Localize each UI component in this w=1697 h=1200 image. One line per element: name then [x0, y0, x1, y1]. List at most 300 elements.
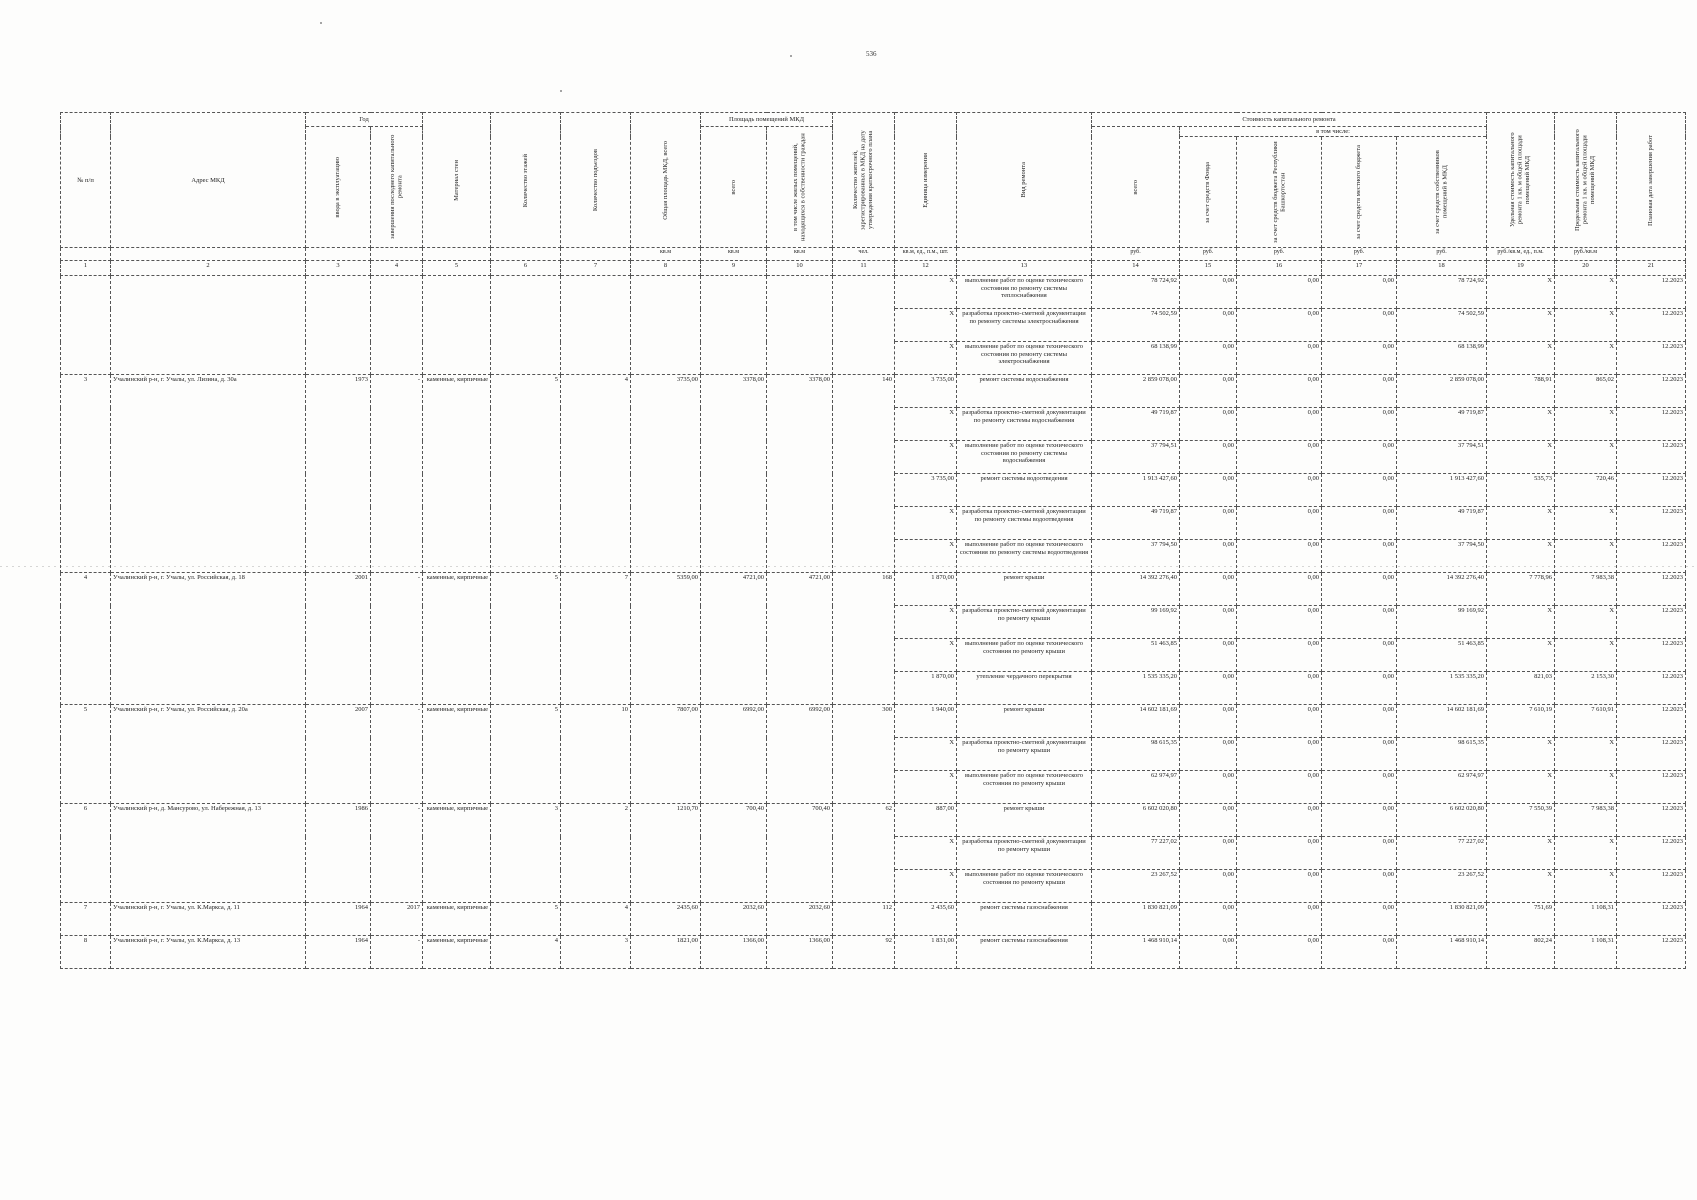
work-quantity: 3 735,00: [895, 474, 957, 507]
col-material-header: Материал стен: [423, 113, 491, 248]
unit-cell: руб.: [1092, 248, 1180, 261]
limit-cost: X: [1555, 639, 1617, 672]
unit-cost: 7 778,96: [1487, 573, 1555, 606]
work-type: выполнение работ по оценке технического состояния по ремонту крыши: [957, 870, 1092, 903]
col-total-area-header: Общая площадь МКД, всего: [631, 113, 701, 248]
unit-cost: 751,69: [1487, 903, 1555, 936]
cost-owners: 37 794,50: [1397, 540, 1487, 573]
work-quantity: 1 831,00: [895, 936, 957, 969]
work-type: ремонт крыши: [957, 705, 1092, 738]
cost-local: 0,00: [1322, 408, 1397, 441]
floors-count: 5: [491, 903, 561, 936]
cost-total: 23 267,52: [1092, 870, 1180, 903]
cost-fund: 0,00: [1180, 474, 1237, 507]
column-number-cell: 9: [701, 261, 767, 276]
cost-fund: 0,00: [1180, 672, 1237, 705]
entrances-count: 7: [561, 573, 631, 705]
entrances-count: 3: [561, 936, 631, 969]
area-premises: 4721,00: [701, 573, 767, 705]
cost-fund: 0,00: [1180, 540, 1237, 573]
year-repair: 2017: [371, 903, 423, 936]
column-number-cell: 16: [1237, 261, 1322, 276]
unit-cost: X: [1487, 837, 1555, 870]
cost-fund: 0,00: [1180, 936, 1237, 969]
table-row: [61, 573, 1686, 606]
cost-total: 49 719,87: [1092, 408, 1180, 441]
col-including-header: в том числе:: [1180, 127, 1487, 137]
work-type: разработка проектно-сметной документации по ремонту крыши: [957, 606, 1092, 639]
area-premises: 700,40: [701, 804, 767, 903]
work-type: ремонт системы водоснабжения: [957, 375, 1092, 408]
work-quantity: 1 870,00: [895, 672, 957, 705]
cost-local: 0,00: [1322, 276, 1397, 309]
entrances-count: 4: [561, 903, 631, 936]
cost-total: 6 602 020,80: [1092, 804, 1180, 837]
table-row: [61, 903, 1686, 936]
area-residential: [767, 276, 833, 375]
work-type: выполнение работ по оценке технического состояния по ремонту крыши: [957, 639, 1092, 672]
column-number-cell: 15: [1180, 261, 1237, 276]
column-number-cell: 8: [631, 261, 701, 276]
residents-count: 62: [833, 804, 895, 903]
cost-owners: 14 392 276,40: [1397, 573, 1487, 606]
unit-cell: кв.м, ед., п.м., шт.: [895, 248, 957, 261]
work-type: выполнение работ по оценке технического состояния по ремонту крыши: [957, 771, 1092, 804]
column-number-cell: 12: [895, 261, 957, 276]
col-unit-header: Единица измерения: [895, 113, 957, 248]
cost-republic: 0,00: [1237, 375, 1322, 408]
area-premises: 6992,00: [701, 705, 767, 804]
area-residential: 4721,00: [767, 573, 833, 705]
table-row: [61, 276, 1686, 309]
building-number: 4: [61, 573, 111, 705]
cost-local: 0,00: [1322, 540, 1397, 573]
cost-total: 37 794,51: [1092, 441, 1180, 474]
cost-republic: 0,00: [1237, 507, 1322, 540]
area-residential: 6992,00: [767, 705, 833, 804]
work-quantity: X: [895, 507, 957, 540]
limit-cost: X: [1555, 441, 1617, 474]
column-number-cell: 5: [423, 261, 491, 276]
table-row: [61, 705, 1686, 738]
scan-speck: [320, 22, 322, 24]
residents-count: 92: [833, 936, 895, 969]
limit-cost: 7 610,91: [1555, 705, 1617, 738]
cost-local: 0,00: [1322, 474, 1397, 507]
cost-local: 0,00: [1322, 375, 1397, 408]
cost-fund: 0,00: [1180, 870, 1237, 903]
building-address: Учалинский р-н, д. Мансурово, ул. Набережная, д. 13: [111, 804, 306, 903]
cost-local: 0,00: [1322, 936, 1397, 969]
deadline-date: 12.2023: [1617, 837, 1686, 870]
entrances-count: 10: [561, 705, 631, 804]
cost-owners: 51 463,85: [1397, 639, 1487, 672]
work-type: выполнение работ по оценке технического состояния по ремонту системы теплоснабжения: [957, 276, 1092, 309]
work-quantity: 2 435,60: [895, 903, 957, 936]
limit-cost: X: [1555, 309, 1617, 342]
year-repair: -: [371, 804, 423, 903]
cost-republic: 0,00: [1237, 309, 1322, 342]
unit-cost: 7 610,19: [1487, 705, 1555, 738]
area-premises: 1366,00: [701, 936, 767, 969]
unit-cell: [1617, 248, 1686, 261]
col-year-group-header: Год: [306, 113, 423, 127]
cost-republic: 0,00: [1237, 573, 1322, 606]
unit-cost: X: [1487, 276, 1555, 309]
building-number: 3: [61, 375, 111, 573]
area-total: 5359,00: [631, 573, 701, 705]
cost-total: 98 615,35: [1092, 738, 1180, 771]
unit-cell: руб.: [1180, 248, 1237, 261]
column-number-cell: 17: [1322, 261, 1397, 276]
unit-cell: [561, 248, 631, 261]
cost-owners: 1 830 821,09: [1397, 903, 1487, 936]
units-row: [61, 248, 1686, 261]
cost-fund: 0,00: [1180, 639, 1237, 672]
limit-cost: X: [1555, 507, 1617, 540]
limit-cost: X: [1555, 738, 1617, 771]
cost-total: 37 794,50: [1092, 540, 1180, 573]
cost-fund: 0,00: [1180, 738, 1237, 771]
cost-total: 14 602 181,69: [1092, 705, 1180, 738]
building-address: Учалинский р-н, г. Учалы, ул. Российская, д. 18: [111, 573, 306, 705]
col-premises-group-header: Площадь помещений МКД: [701, 113, 833, 127]
residents-count: [833, 276, 895, 375]
cost-republic: 0,00: [1237, 342, 1322, 375]
cost-fund: 0,00: [1180, 903, 1237, 936]
cost-republic: 0,00: [1237, 672, 1322, 705]
wall-material: каменные, кирпичные: [423, 903, 491, 936]
column-number-cell: 21: [1617, 261, 1686, 276]
cost-owners: 1 535 335,20: [1397, 672, 1487, 705]
entrances-count: [561, 276, 631, 375]
col-premises-total-header: всего: [701, 127, 767, 248]
col-limit-cost-header: Предельная стоимость капитального ремонта 1 кв. м общей площади помещений МКД: [1555, 113, 1617, 248]
floors-count: 4: [491, 936, 561, 969]
column-number-cell: 20: [1555, 261, 1617, 276]
cost-fund: 0,00: [1180, 309, 1237, 342]
unit-cost: X: [1487, 639, 1555, 672]
unit-cost: X: [1487, 870, 1555, 903]
deadline-date: 12.2023: [1617, 276, 1686, 309]
cost-owners: 49 719,87: [1397, 507, 1487, 540]
cost-owners: 74 502,59: [1397, 309, 1487, 342]
limit-cost: 720,46: [1555, 474, 1617, 507]
table-row: [61, 936, 1686, 969]
unit-cell: руб./кв.м, ед., п.м.: [1487, 248, 1555, 261]
wall-material: [423, 276, 491, 375]
work-quantity: X: [895, 342, 957, 375]
work-quantity: 1 870,00: [895, 573, 957, 606]
work-quantity: X: [895, 408, 957, 441]
unit-cell: руб.: [1322, 248, 1397, 261]
col-cost-owners-header: за счет средств собственников помещений в МКД: [1397, 137, 1487, 248]
limit-cost: X: [1555, 606, 1617, 639]
work-quantity: X: [895, 870, 957, 903]
col-work-type-header: Вид ремонта: [957, 113, 1092, 248]
unit-cost: X: [1487, 771, 1555, 804]
cost-fund: 0,00: [1180, 276, 1237, 309]
deadline-date: 12.2023: [1617, 507, 1686, 540]
cost-total: 49 719,87: [1092, 507, 1180, 540]
work-type: ремонт крыши: [957, 573, 1092, 606]
cost-owners: 1 913 427,60: [1397, 474, 1487, 507]
cost-local: 0,00: [1322, 639, 1397, 672]
cost-local: 0,00: [1322, 672, 1397, 705]
cost-owners: 78 724,92: [1397, 276, 1487, 309]
cost-owners: 62 974,97: [1397, 771, 1487, 804]
column-number-cell: 19: [1487, 261, 1555, 276]
cost-republic: 0,00: [1237, 408, 1322, 441]
limit-cost: X: [1555, 342, 1617, 375]
area-total: 1821,00: [631, 936, 701, 969]
cost-local: 0,00: [1322, 309, 1397, 342]
deadline-date: 12.2023: [1617, 936, 1686, 969]
col-unit-cost-header: Удельная стоимость капитального ремонта 1 кв. м общей площади помещений МКД: [1487, 113, 1555, 248]
column-number-cell: 13: [957, 261, 1092, 276]
unit-cost: X: [1487, 507, 1555, 540]
col-residents-header: Количество жителей, зарегистрированных в МКД на дату утверждения краткосрочного плана: [833, 113, 895, 248]
work-quantity: 887,00: [895, 804, 957, 837]
building-address: Учалинский р-н, г. Учалы, ул. Российская, д. 20а: [111, 705, 306, 804]
work-quantity: X: [895, 771, 957, 804]
year-repair: -: [371, 705, 423, 804]
cost-local: 0,00: [1322, 606, 1397, 639]
deadline-date: 12.2023: [1617, 672, 1686, 705]
limit-cost: X: [1555, 837, 1617, 870]
residents-count: 300: [833, 705, 895, 804]
area-premises: [701, 276, 767, 375]
work-quantity: X: [895, 441, 957, 474]
area-total: 1210,70: [631, 804, 701, 903]
register-sheet: [60, 112, 1685, 969]
year-repair: -: [371, 936, 423, 969]
cost-total: 1 535 335,20: [1092, 672, 1180, 705]
year-built: 1964: [306, 903, 371, 936]
unit-cell: [491, 248, 561, 261]
col-cost-local-header: за счет средств местного бюджета: [1322, 137, 1397, 248]
year-built: 2001: [306, 573, 371, 705]
limit-cost: X: [1555, 771, 1617, 804]
table-row: [61, 804, 1686, 837]
work-quantity: X: [895, 276, 957, 309]
work-type: разработка проектно-сметной документации по ремонту крыши: [957, 738, 1092, 771]
cost-owners: 68 138,99: [1397, 342, 1487, 375]
cost-local: 0,00: [1322, 573, 1397, 606]
area-residential: 2032,60: [767, 903, 833, 936]
area-residential: 3378,00: [767, 375, 833, 573]
work-type: утепление чердачного перекрытия: [957, 672, 1092, 705]
column-number-cell: 1: [61, 261, 111, 276]
cost-total: 1 468 910,14: [1092, 936, 1180, 969]
cost-total: 62 974,97: [1092, 771, 1180, 804]
work-quantity: X: [895, 606, 957, 639]
cost-local: 0,00: [1322, 507, 1397, 540]
deadline-date: 12.2023: [1617, 474, 1686, 507]
deadline-date: 12.2023: [1617, 441, 1686, 474]
unit-cell: [111, 248, 306, 261]
deadline-date: 12.2023: [1617, 639, 1686, 672]
unit-cell: кв.м: [767, 248, 833, 261]
work-type: выполнение работ по оценке технического состояния по ремонту системы водоснабжения: [957, 441, 1092, 474]
year-built: 1986: [306, 804, 371, 903]
floors-count: 5: [491, 705, 561, 804]
work-type: выполнение работ по оценке технического состояния по ремонту системы водоотведения: [957, 540, 1092, 573]
area-total: [631, 276, 701, 375]
unit-cell: [371, 248, 423, 261]
cost-local: 0,00: [1322, 903, 1397, 936]
cost-local: 0,00: [1322, 870, 1397, 903]
cost-owners: 37 794,51: [1397, 441, 1487, 474]
limit-cost: 7 983,38: [1555, 573, 1617, 606]
deadline-date: 12.2023: [1617, 903, 1686, 936]
cost-fund: 0,00: [1180, 606, 1237, 639]
column-number-cell: 2: [111, 261, 306, 276]
area-total: 7807,00: [631, 705, 701, 804]
limit-cost: 1 108,31: [1555, 903, 1617, 936]
building-number: [61, 276, 111, 375]
cost-fund: 0,00: [1180, 408, 1237, 441]
wall-material: каменные, кирпичные: [423, 705, 491, 804]
cost-total: 68 138,99: [1092, 342, 1180, 375]
work-type: разработка проектно-сметной документации по ремонту системы водоотведения: [957, 507, 1092, 540]
col-cost-republic-header: за счет средств бюджета Республики Башкортостан: [1237, 137, 1322, 248]
cost-fund: 0,00: [1180, 705, 1237, 738]
cost-fund: 0,00: [1180, 507, 1237, 540]
unit-cost: 788,91: [1487, 375, 1555, 408]
year-repair: -: [371, 375, 423, 573]
unit-cell: [423, 248, 491, 261]
building-address: Учалинский р-н, г. Учалы, ул. Лизина, д. 30а: [111, 375, 306, 573]
cost-total: 14 392 276,40: [1092, 573, 1180, 606]
cost-fund: 0,00: [1180, 342, 1237, 375]
area-total: 3735,00: [631, 375, 701, 573]
wall-material: каменные, кирпичные: [423, 375, 491, 573]
wall-material: каменные, кирпичные: [423, 804, 491, 903]
cost-total: 78 724,92: [1092, 276, 1180, 309]
cost-local: 0,00: [1322, 804, 1397, 837]
residents-count: 140: [833, 375, 895, 573]
wall-material: каменные, кирпичные: [423, 573, 491, 705]
table-row: [61, 375, 1686, 408]
limit-cost: 865,02: [1555, 375, 1617, 408]
unit-cell: руб.: [1397, 248, 1487, 261]
cost-republic: 0,00: [1237, 540, 1322, 573]
unit-cost: 802,24: [1487, 936, 1555, 969]
cost-republic: 0,00: [1237, 705, 1322, 738]
deadline-date: 12.2023: [1617, 705, 1686, 738]
cost-owners: 77 227,02: [1397, 837, 1487, 870]
work-quantity: X: [895, 738, 957, 771]
cost-republic: 0,00: [1237, 441, 1322, 474]
deadline-date: 12.2023: [1617, 804, 1686, 837]
cost-total: 1 830 821,09: [1092, 903, 1180, 936]
cost-fund: 0,00: [1180, 441, 1237, 474]
year-built: [306, 276, 371, 375]
col-address-header: Адрес МКД: [111, 113, 306, 248]
cost-total: 77 227,02: [1092, 837, 1180, 870]
column-number-cell: 7: [561, 261, 631, 276]
limit-cost: 7 983,38: [1555, 804, 1617, 837]
cost-local: 0,00: [1322, 771, 1397, 804]
column-number-cell: 3: [306, 261, 371, 276]
unit-cost: X: [1487, 738, 1555, 771]
floors-count: 5: [491, 573, 561, 705]
cost-owners: 1 468 910,14: [1397, 936, 1487, 969]
cost-local: 0,00: [1322, 738, 1397, 771]
register-body: [61, 276, 1686, 969]
cost-republic: 0,00: [1237, 639, 1322, 672]
col-cost-total-header: всего: [1092, 127, 1180, 248]
cost-owners: 23 267,52: [1397, 870, 1487, 903]
work-type: ремонт системы газоснабжения: [957, 936, 1092, 969]
building-number: 5: [61, 705, 111, 804]
area-premises: 3378,00: [701, 375, 767, 573]
work-type: ремонт системы газоснабжения: [957, 903, 1092, 936]
cost-republic: 0,00: [1237, 606, 1322, 639]
col-floors-header: Количество этажей: [491, 113, 561, 248]
col-entrances-header: Количество подъездов: [561, 113, 631, 248]
cost-republic: 0,00: [1237, 903, 1322, 936]
unit-cell: [957, 248, 1092, 261]
deadline-date: 12.2023: [1617, 771, 1686, 804]
year-repair: [371, 276, 423, 375]
unit-cell: руб./кв.м: [1555, 248, 1617, 261]
area-residential: 700,40: [767, 804, 833, 903]
work-quantity: X: [895, 540, 957, 573]
cost-republic: 0,00: [1237, 804, 1322, 837]
work-quantity: X: [895, 837, 957, 870]
cost-fund: 0,00: [1180, 573, 1237, 606]
deadline-date: 12.2023: [1617, 606, 1686, 639]
work-type: ремонт крыши: [957, 804, 1092, 837]
limit-cost: 2 153,30: [1555, 672, 1617, 705]
work-quantity: X: [895, 309, 957, 342]
deadline-date: 12.2023: [1617, 738, 1686, 771]
cost-local: 0,00: [1322, 705, 1397, 738]
work-quantity: 3 735,00: [895, 375, 957, 408]
cost-total: 1 913 427,60: [1092, 474, 1180, 507]
cost-fund: 0,00: [1180, 771, 1237, 804]
cost-local: 0,00: [1322, 441, 1397, 474]
unit-cell: [61, 248, 111, 261]
work-type: разработка проектно-сметной документации по ремонту крыши: [957, 837, 1092, 870]
unit-cell: кв.м: [631, 248, 701, 261]
cost-republic: 0,00: [1237, 738, 1322, 771]
cost-owners: 2 859 078,00: [1397, 375, 1487, 408]
work-type: ремонт системы водоотведения: [957, 474, 1092, 507]
unit-cell: кв.м: [701, 248, 767, 261]
cost-fund: 0,00: [1180, 375, 1237, 408]
col-year-repair-header: завершения последнего капитального ремонта: [371, 127, 423, 248]
col-deadline-header: Плановая дата завершения работ: [1617, 113, 1686, 248]
residents-count: 168: [833, 573, 895, 705]
cost-owners: 98 615,35: [1397, 738, 1487, 771]
deadline-date: 12.2023: [1617, 408, 1686, 441]
unit-cost: X: [1487, 309, 1555, 342]
unit-cost: 7 550,39: [1487, 804, 1555, 837]
limit-cost: X: [1555, 276, 1617, 309]
wall-material: каменные, кирпичные: [423, 936, 491, 969]
unit-cost: 821,03: [1487, 672, 1555, 705]
cost-republic: 0,00: [1237, 474, 1322, 507]
building-address: Учалинский р-н, г. Учалы, ул. К.Маркса, д. 13: [111, 936, 306, 969]
cost-local: 0,00: [1322, 837, 1397, 870]
column-number-cell: 6: [491, 261, 561, 276]
cost-owners: 6 602 020,80: [1397, 804, 1487, 837]
floors-count: 5: [491, 375, 561, 573]
column-number-cell: 10: [767, 261, 833, 276]
